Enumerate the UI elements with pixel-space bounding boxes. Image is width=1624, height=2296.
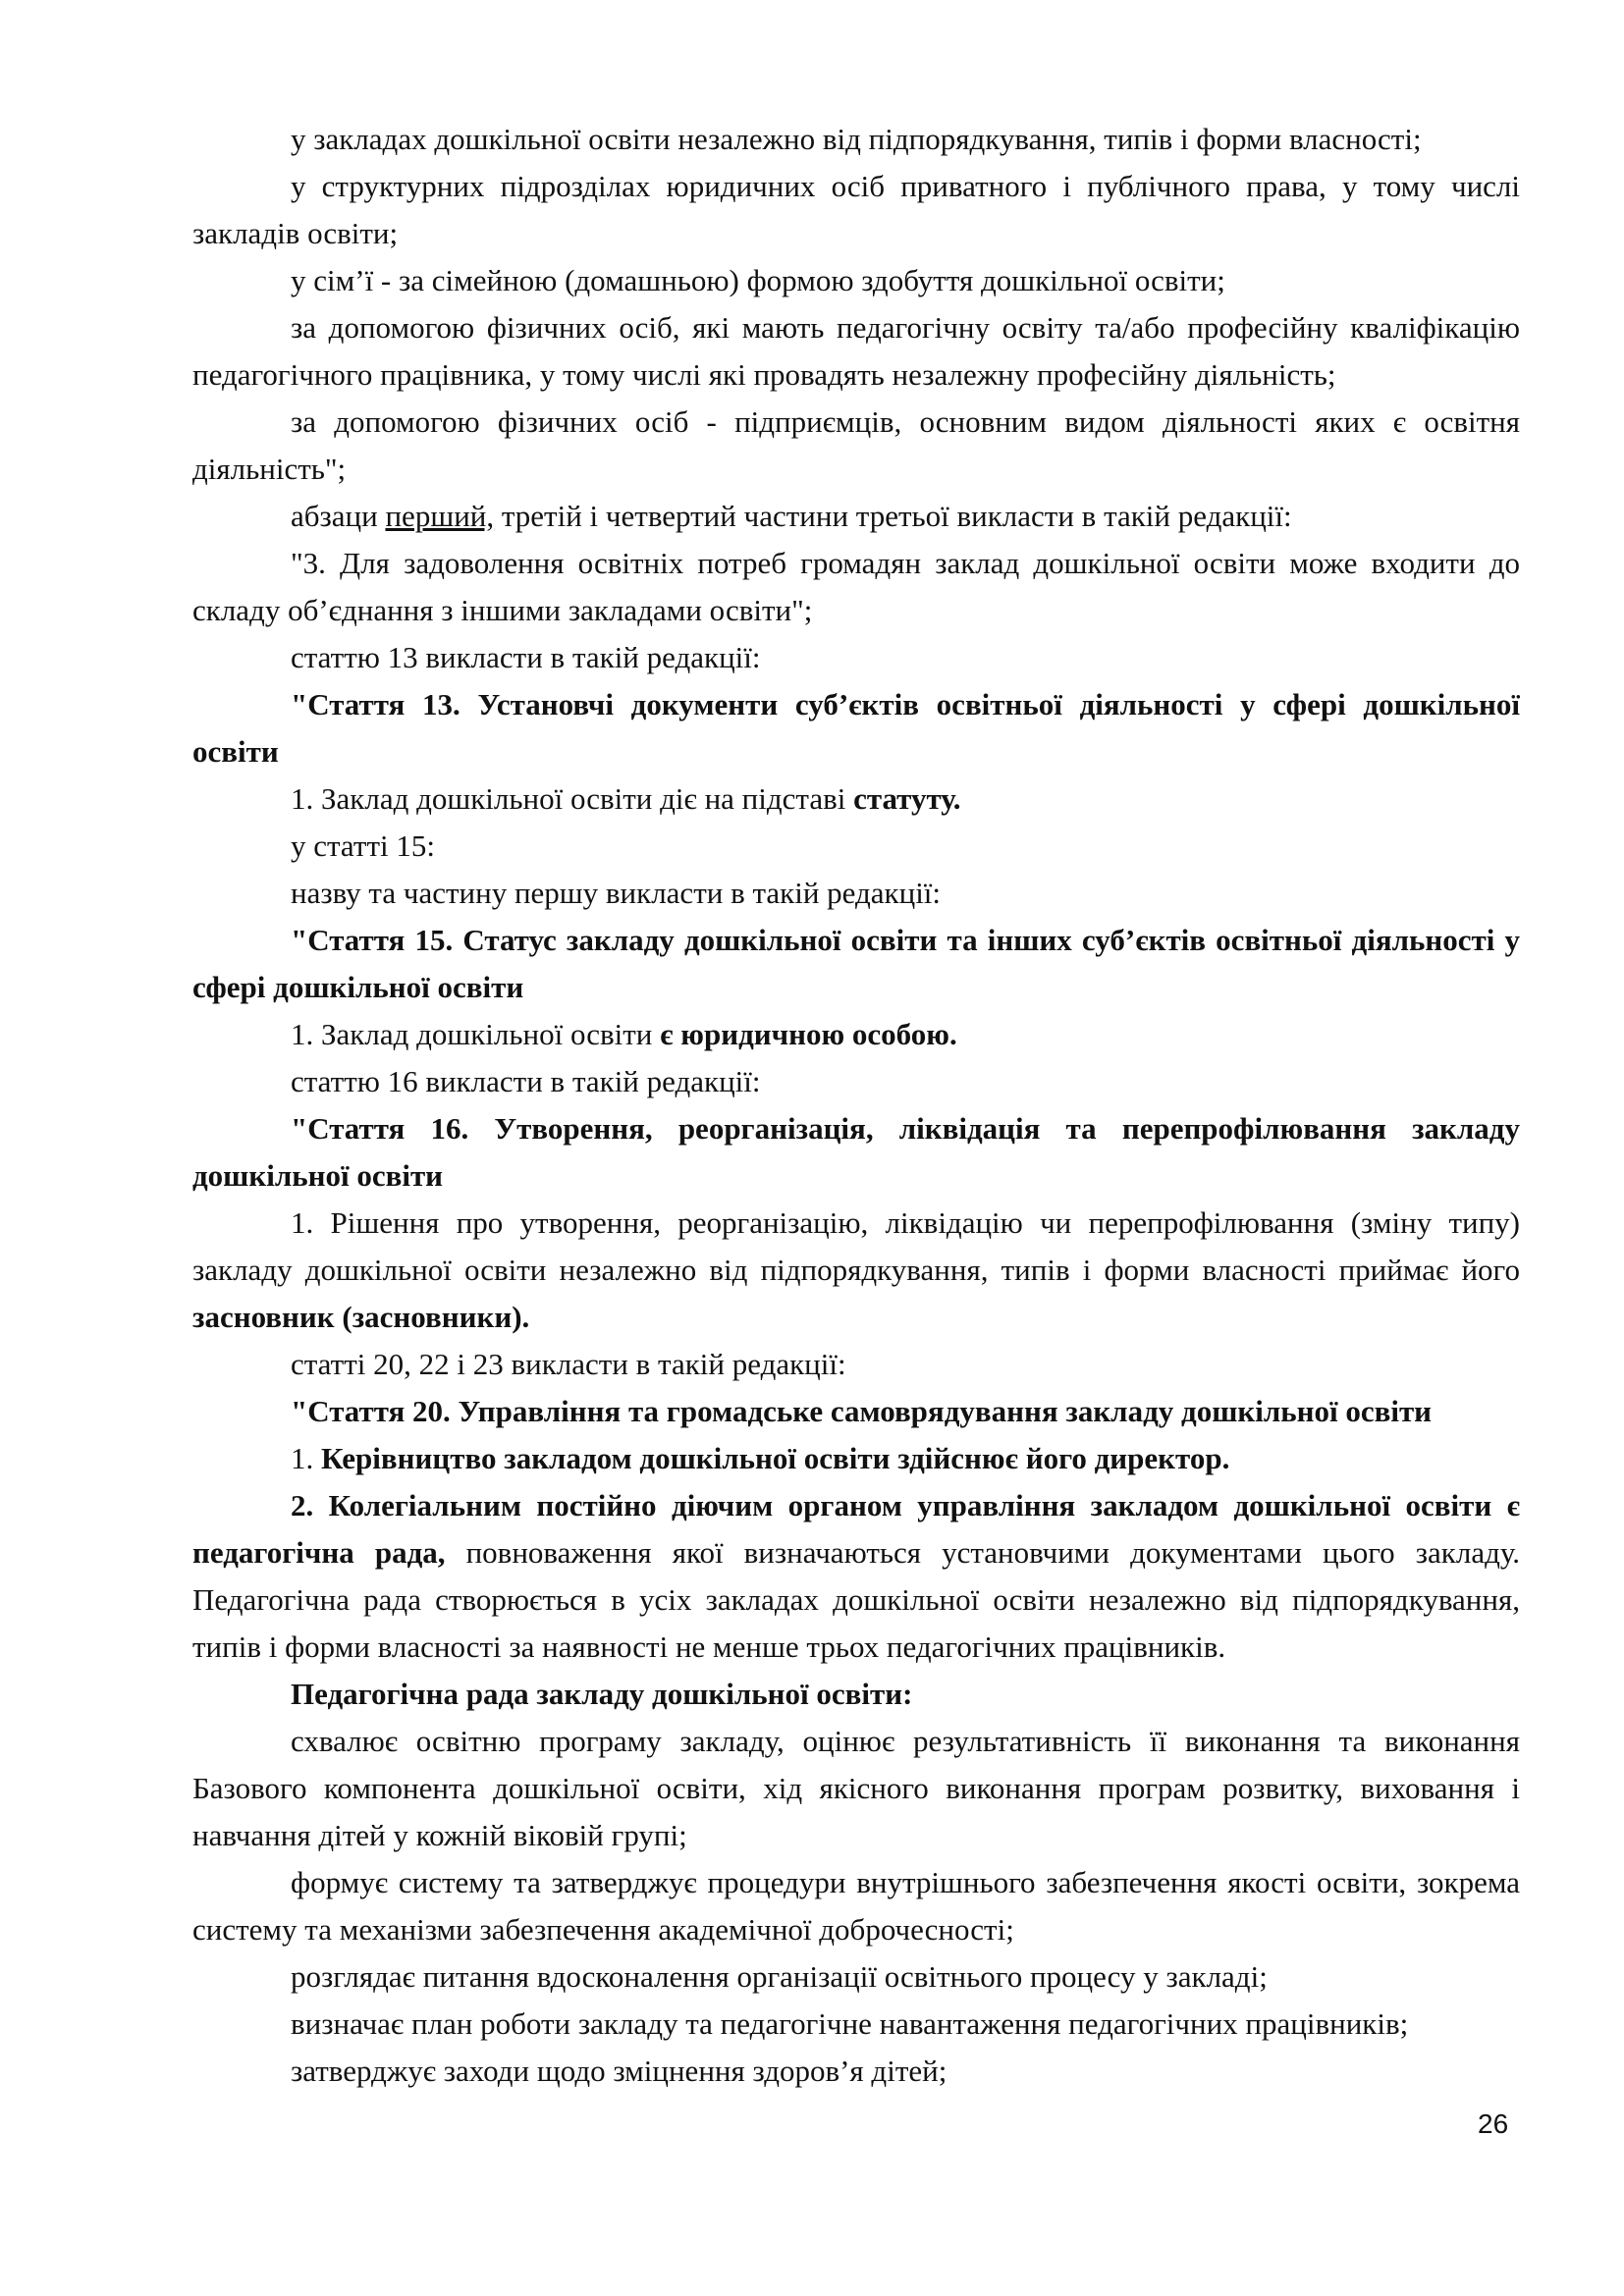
text-run: повноваження якої визначаються установчими документами цього закладу. Педагогічна рада створюється в усіх закладах дошкільної освіти незалежно від підпорядкування, типів і форми власності за наявності не менше трьох педагогічних працівників. bbox=[192, 1535, 1520, 1664]
article-heading bbox=[192, 1388, 1520, 1435]
text-run: у структурних підрозділах юридичних осіб приватного і публічного права, у тому числі закладів освіти; bbox=[192, 169, 1520, 250]
text-run: 1. bbox=[291, 1441, 321, 1475]
text-run: визначає план роботи закладу та педагогічне навантаження педагогічних працівників; bbox=[291, 2006, 1409, 2041]
paragraph bbox=[192, 1953, 1520, 2001]
paragraph bbox=[192, 1718, 1520, 1859]
bold-run: 2. Колегіальним постійно діючим органом управління закладом дошкільної освіти є педагогічна рада, bbox=[192, 1488, 1520, 1570]
paragraph bbox=[192, 634, 1520, 681]
paragraph bbox=[192, 304, 1520, 399]
text-run: "Стаття 20. Управління та громадське самоврядування закладу дошкільної освіти bbox=[291, 1394, 1433, 1428]
paragraph bbox=[192, 540, 1520, 634]
paragraph bbox=[192, 399, 1520, 493]
paragraph bbox=[192, 775, 1520, 823]
paragraph bbox=[192, 1058, 1520, 1105]
bold-run: Керівництво закладом дошкільної освіти здійснює його директор. bbox=[321, 1441, 1230, 1475]
text-run: за допомогою фізичних осіб, які мають педагогічну освіту та/або професійну кваліфікацію педагогічного працівника, у тому числі які провадять незалежну професійну діяльність; bbox=[192, 310, 1520, 392]
text-run: "Стаття 15. Статус закладу дошкільної освіти та інших суб’єктів освітньої діяльності у сфері дошкільної освіти bbox=[192, 923, 1520, 1004]
paragraph bbox=[192, 2048, 1520, 2095]
text-run: 1. Заклад дошкільної освіти bbox=[291, 1017, 661, 1051]
paragraph bbox=[192, 1482, 1520, 1671]
paragraph bbox=[192, 2001, 1520, 2048]
text-run: статті 20, 22 і 23 викласти в такій редакції: bbox=[291, 1347, 846, 1381]
text-run: третій і четвертий частини третьої викласти в такій редакції: bbox=[494, 499, 1292, 533]
paragraph bbox=[192, 1435, 1520, 1482]
underlined-word: перший, bbox=[385, 499, 495, 533]
article-heading bbox=[192, 681, 1520, 775]
paragraph bbox=[192, 1200, 1520, 1341]
paragraph bbox=[192, 257, 1520, 304]
text-run: статтю 16 викласти в такій редакції: bbox=[291, 1064, 761, 1098]
document-body bbox=[192, 116, 1520, 2095]
text-run: 1. Рішення про утворення, реорганізацію, ліквідацію чи перепрофілювання (зміну типу) закладу дошкільної освіти незалежно від підпорядкування, типів і форми власності приймає його bbox=[192, 1205, 1520, 1287]
section-heading bbox=[192, 1671, 1520, 1718]
paragraph bbox=[192, 116, 1520, 163]
text-run: Педагогічна рада закладу дошкільної освіти: bbox=[291, 1677, 913, 1711]
article-heading bbox=[192, 917, 1520, 1011]
paragraph bbox=[192, 823, 1520, 870]
bold-run: статуту. bbox=[853, 781, 961, 816]
page-number: 26 bbox=[1478, 2109, 1509, 2139]
text-run: абзаци bbox=[291, 499, 386, 533]
bold-run: є юридичною особою. bbox=[660, 1017, 957, 1051]
text-run: затверджує заходи щодо зміцнення здоров’я дітей; bbox=[291, 2054, 947, 2088]
paragraph bbox=[192, 493, 1520, 540]
paragraph bbox=[192, 1859, 1520, 1953]
text-run: "3. Для задоволення освітніх потреб громадян заклад дошкільної освіти може входити до складу об’єднання з іншими закладами освіти"; bbox=[192, 546, 1520, 627]
text-run: у закладах дошкільної освіти незалежно від підпорядкування, типів і форми власності; bbox=[291, 122, 1422, 156]
text-run: розглядає питання вдосконалення організації освітнього процесу у закладі; bbox=[291, 1959, 1268, 1994]
paragraph bbox=[192, 870, 1520, 917]
text-run: у сім’ї - за сімейною (домашньою) формою здобуття дошкільної освіти; bbox=[291, 263, 1225, 297]
paragraph bbox=[192, 1011, 1520, 1058]
text-run: статтю 13 викласти в такій редакції: bbox=[291, 640, 761, 674]
text-run: за допомогою фізичних осіб - підприємців, основним видом діяльності яких є освітня діяльність"; bbox=[192, 404, 1520, 486]
text-run: формує систему та затверджує процедури внутрішнього забезпечення якості освіти, зокрема систему та механізми забезпечення академічної доброчесності; bbox=[192, 1865, 1520, 1947]
text-run: у статті 15: bbox=[291, 828, 435, 863]
text-run: назву та частину першу викласти в такій редакції: bbox=[291, 876, 942, 910]
article-heading bbox=[192, 1105, 1520, 1200]
text-run: "Стаття 16. Утворення, реорганізація, ліквідація та перепрофілювання закладу дошкільної освіти bbox=[192, 1111, 1520, 1193]
paragraph bbox=[192, 1341, 1520, 1388]
text-run: схвалює освітню програму закладу, оцінює результативність її виконання та виконання Базового компонента дошкільної освіти, хід якісного виконання програм розвитку, виховання і навчання дітей у кожній віковій групі; bbox=[192, 1724, 1520, 1852]
bold-run: засновник (засновники). bbox=[192, 1300, 530, 1334]
text-run: 1. Заклад дошкільної освіти діє на підставі bbox=[291, 781, 854, 816]
paragraph bbox=[192, 163, 1520, 257]
text-run: "Стаття 13. Установчі документи суб’єктів освітньої діяльності у сфері дошкільної освіти bbox=[192, 687, 1520, 769]
